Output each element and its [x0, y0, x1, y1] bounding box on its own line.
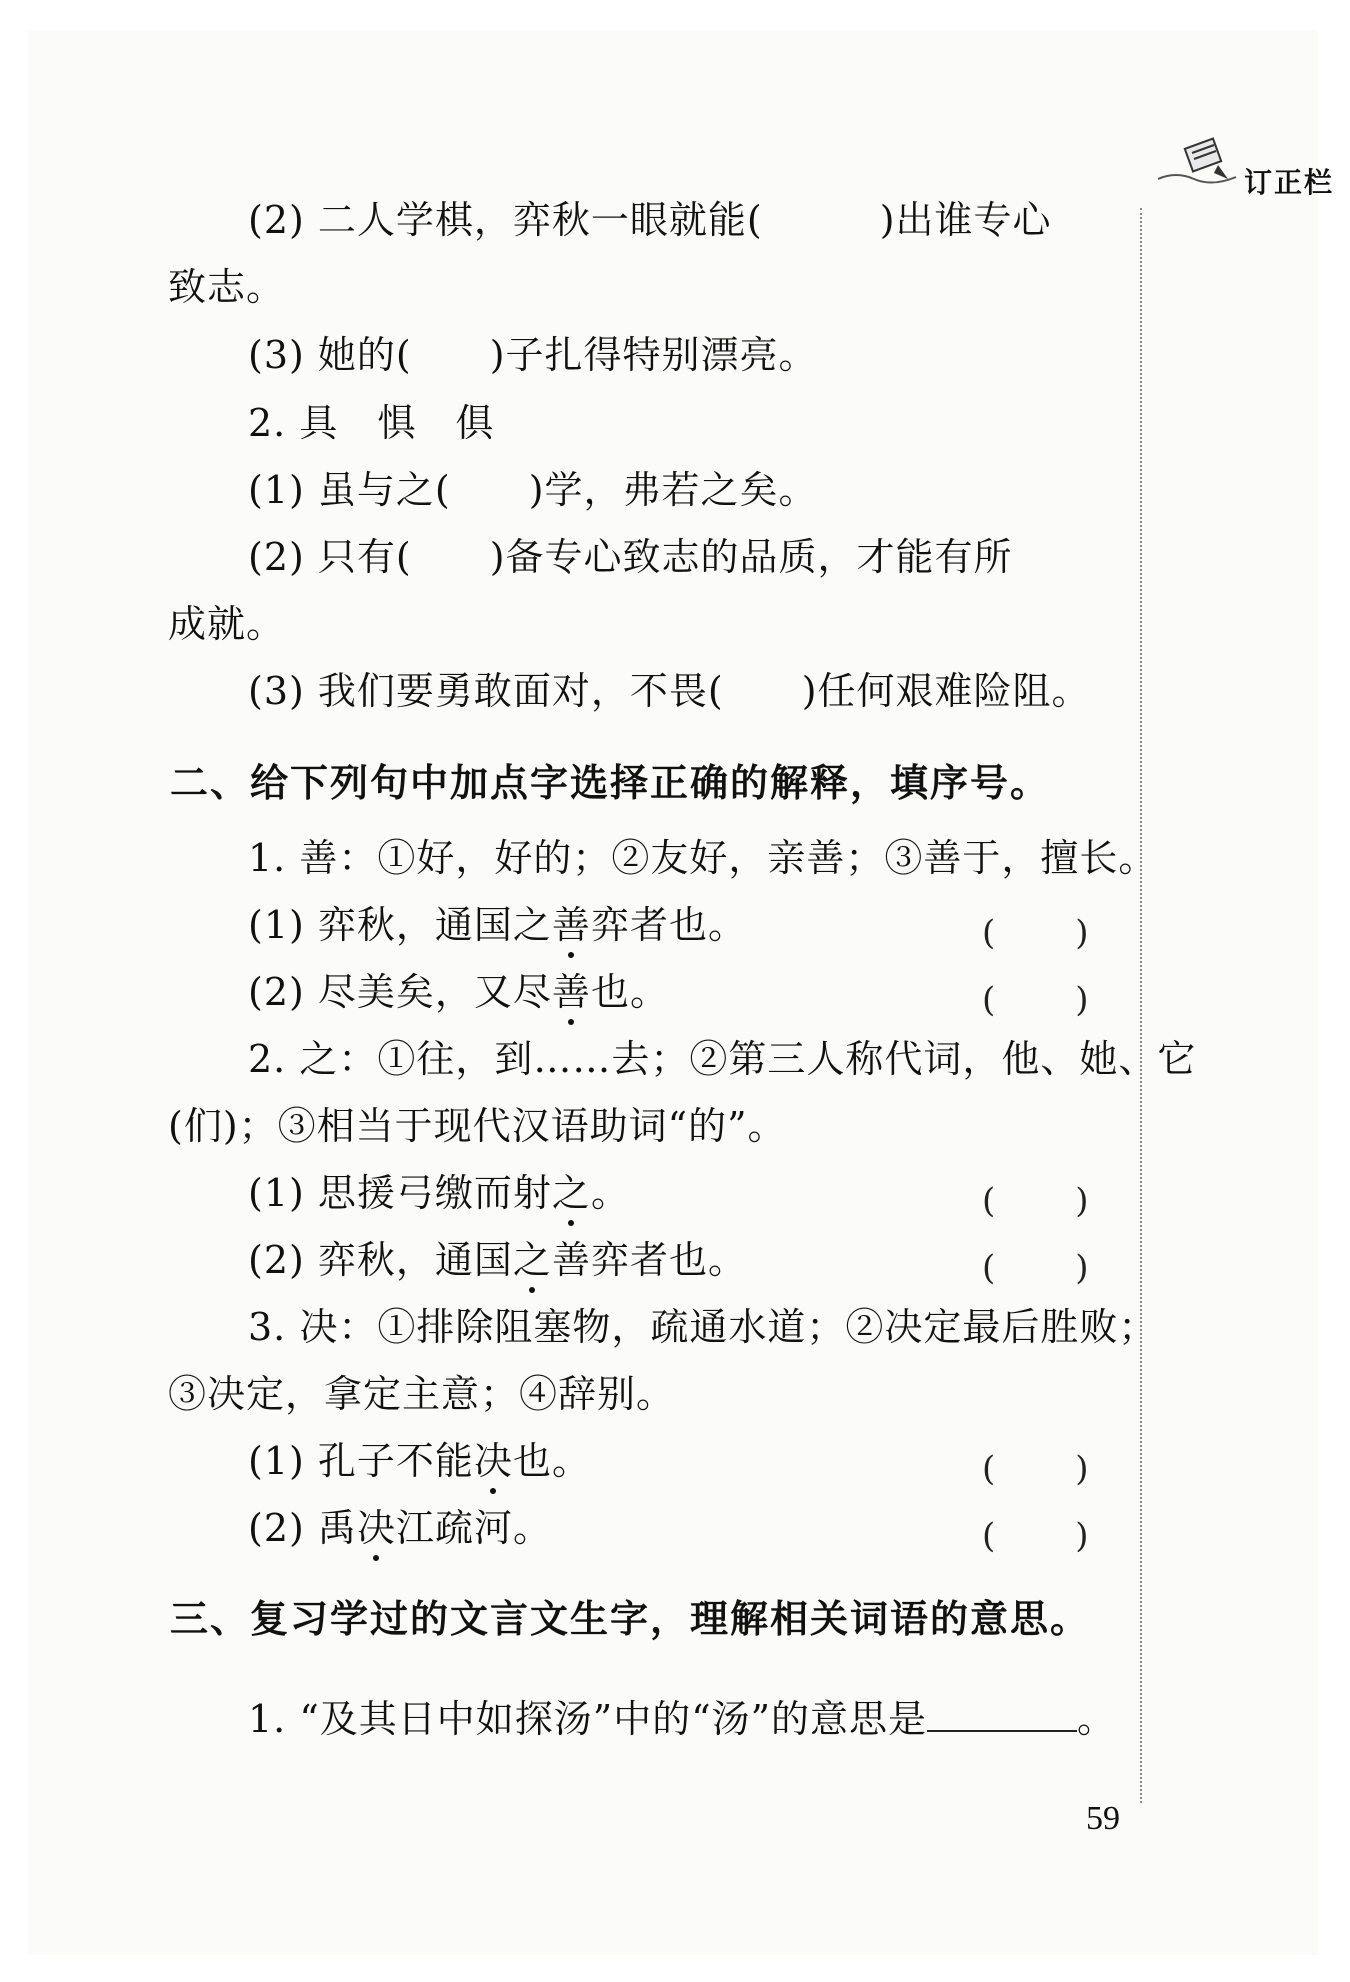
- q2-1-line: (1) 虽与之( )学，弗若之矣。: [248, 468, 818, 512]
- correction-tab: [1156, 135, 1346, 205]
- dotted-char: 之: [551, 1171, 591, 1215]
- q1-2-line-b: 致志。: [168, 265, 286, 309]
- pencil-icon: [1156, 135, 1246, 195]
- jue-definitions-b: ③决定，拿定主意；④辞别。: [168, 1372, 676, 1416]
- page-number: 59: [1086, 1800, 1120, 1837]
- jue-definitions-a: 3. 决：①排除阻塞物，疏通水道；②决定最后胜败；: [248, 1305, 1158, 1349]
- q1-2-line-a: (2) 二人学棋，弈秋一眼就能( )出谁专心: [248, 198, 1052, 242]
- zhi-item-1: (1) 思援弓缴而射之。: [248, 1171, 630, 1215]
- q1-3-line: (3) 她的( )子扎得特别漂亮。: [248, 333, 818, 377]
- shan-definitions: 1. 善：①好，好的；②友好，亲善；③善于，擅长。: [248, 836, 1158, 880]
- jue-item-2: (2) 禹决江疏河。: [248, 1506, 552, 1550]
- dotted-char: 之: [512, 1238, 552, 1282]
- shan-item-1: (1) 弈秋，通国之善弈者也。: [248, 903, 747, 947]
- zhi-definitions-b: (们)；③相当于现代汉语助词“的”。: [168, 1104, 787, 1148]
- tang-question: 1. “及其日中如探汤”中的“汤”的意思是 。: [248, 1694, 1116, 1742]
- correction-tab-label: 订正栏: [1244, 166, 1335, 199]
- dotted-char: 善: [551, 970, 591, 1014]
- answer-paren-jue-1[interactable]: ( ): [982, 1449, 1093, 1489]
- answer-paren-zhi-2[interactable]: ( ): [982, 1248, 1093, 1288]
- q2-2-line-b: 成就。: [168, 602, 286, 646]
- answer-paren-jue-2[interactable]: ( ): [982, 1516, 1093, 1556]
- answer-paren-zhi-1[interactable]: ( ): [982, 1181, 1093, 1221]
- q2-2-line-a: (2) 只有( )备专心致志的品质，才能有所: [248, 535, 1013, 579]
- correction-margin-divider: [1140, 208, 1142, 1803]
- workbook-page: [28, 30, 1335, 1955]
- section-2-heading: 二、给下列句中加点字选择正确的解释，填序号。: [170, 761, 1051, 805]
- answer-blank[interactable]: [927, 1694, 1077, 1732]
- q2-title: 2. 具 惧 俱: [248, 401, 495, 445]
- q2-3-line: (3) 我们要勇敢面对，不畏( )任何艰难险阻。: [248, 669, 1091, 713]
- section-3-heading: 三、复习学过的文言文生字，理解相关词语的意思。: [170, 1597, 1091, 1641]
- dotted-char: 善: [551, 903, 591, 947]
- answer-paren-shan-2[interactable]: ( ): [982, 980, 1093, 1020]
- zhi-definitions-a: 2. 之：①往，到……去；②第三人称代词，他、她、它: [248, 1037, 1197, 1081]
- dotted-char: 决: [356, 1506, 396, 1550]
- jue-item-1: (1) 孔子不能决也。: [248, 1439, 591, 1483]
- shan-item-2: (2) 尽美矣，又尽善也。: [248, 970, 669, 1014]
- dotted-char: 决: [473, 1439, 513, 1483]
- zhi-item-2: (2) 弈秋，通国之善弈者也。: [248, 1238, 747, 1282]
- answer-paren-shan-1[interactable]: ( ): [982, 913, 1093, 953]
